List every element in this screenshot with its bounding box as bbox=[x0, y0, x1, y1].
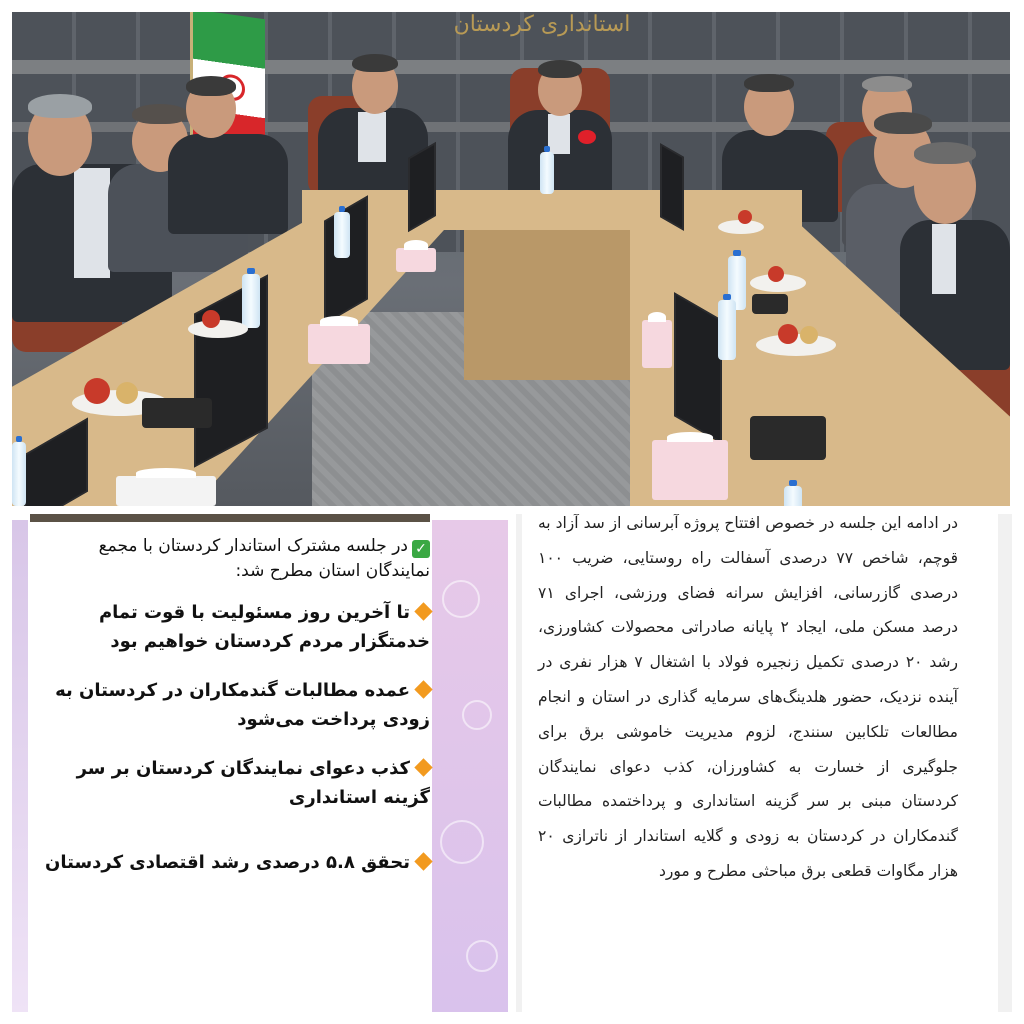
apple bbox=[778, 324, 798, 344]
microphone-head bbox=[578, 130, 596, 144]
headline: تا آخرین روز مسئولیت با قوت تمام خدمتگزار مردم کردستان خواهیم بود bbox=[38, 598, 430, 656]
tissue-box bbox=[652, 440, 728, 500]
post-text bbox=[38, 534, 430, 897]
headline: کذب دعوای نمایندگان کردستان بر سر گزینه استانداری bbox=[38, 754, 430, 812]
apple bbox=[800, 326, 818, 344]
apple bbox=[202, 310, 220, 328]
water-bottle bbox=[718, 300, 736, 360]
decorative-strip bbox=[12, 520, 28, 1012]
check-mark-icon: ✓ bbox=[412, 540, 430, 558]
person-chair-center bbox=[500, 58, 620, 198]
tissue-box bbox=[308, 324, 370, 364]
table-front-panel bbox=[464, 230, 632, 380]
tissue-box bbox=[116, 476, 216, 506]
wall-emblem-text: استانداری کردستان bbox=[453, 12, 631, 37]
article-column bbox=[522, 514, 998, 1012]
headline: تحقق ۵.۸ درصدی رشد اقتصادی کردستان bbox=[38, 848, 430, 877]
water-bottle bbox=[12, 442, 26, 506]
water-bottle bbox=[334, 212, 350, 258]
article-text: در ادامه این جلسه در خصوص افتتاح پروژه آبرسانی از سد آزاد به قوچم، شاخص ۷۷ درصدی آسفالت راه روستایی، ضریب ۱۰۰ درصدی گازرسانی، افزایش سرانه فضای ورزشی، اجرای ۷۱ درصد مسکن ملی، ایجاد ۲ پایانه صادراتی محصولات کشاورزی، رشد ۲۰ درصدی تکمیل زنجیره فولاد با اشتغال ۷ هزار نفری در آینده نزدیک، حضور هلدینگ‌های سرمایه گذاری در استان و انجام مطالعات تلکابین سنندج، لزوم مدیریت خاموشی برق برای جلوگیری از خسارت به کشاورزان، کذب دعوای نمایندگان کردستان مبنی بر سر گزینه استانداری و پرداختمده مطالبات گندمکاران در کردستان به زودی و گلایه استاندار از ناترازی ۲۰ هزار مگاوات قطعی برق مباحثی مطرح و مورد bbox=[538, 514, 959, 880]
orange-diamond-icon bbox=[414, 602, 432, 620]
headline: عمده مطالبات گندمکاران در کردستان به زودی پرداخت می‌شود bbox=[38, 676, 430, 734]
meeting-photo bbox=[12, 12, 1010, 506]
water-bottle bbox=[540, 152, 554, 194]
apple bbox=[738, 210, 752, 224]
orange-diamond-icon bbox=[414, 758, 432, 776]
person-left-3 bbox=[162, 74, 292, 234]
water-bottle bbox=[784, 486, 802, 506]
tissue-box bbox=[642, 320, 672, 368]
right-post bbox=[516, 514, 1012, 1012]
post-intro: ✓در جلسه مشترک استاندار کردستان با مجمع نمایندگان استان مطرح شد: bbox=[98, 536, 430, 581]
microphone-base bbox=[142, 398, 212, 428]
orange-diamond-icon bbox=[414, 680, 432, 698]
left-post bbox=[12, 514, 508, 1012]
monitor bbox=[660, 143, 684, 231]
microphone-base bbox=[752, 294, 788, 314]
decorative-pattern bbox=[432, 520, 508, 1012]
orange-diamond-icon bbox=[414, 852, 432, 870]
water-bottle bbox=[242, 274, 260, 328]
apple bbox=[768, 266, 784, 282]
image-strip bbox=[30, 514, 430, 522]
microphone-base bbox=[750, 416, 826, 460]
apple bbox=[84, 378, 110, 404]
apple bbox=[116, 382, 138, 404]
tissue-box bbox=[396, 248, 436, 272]
